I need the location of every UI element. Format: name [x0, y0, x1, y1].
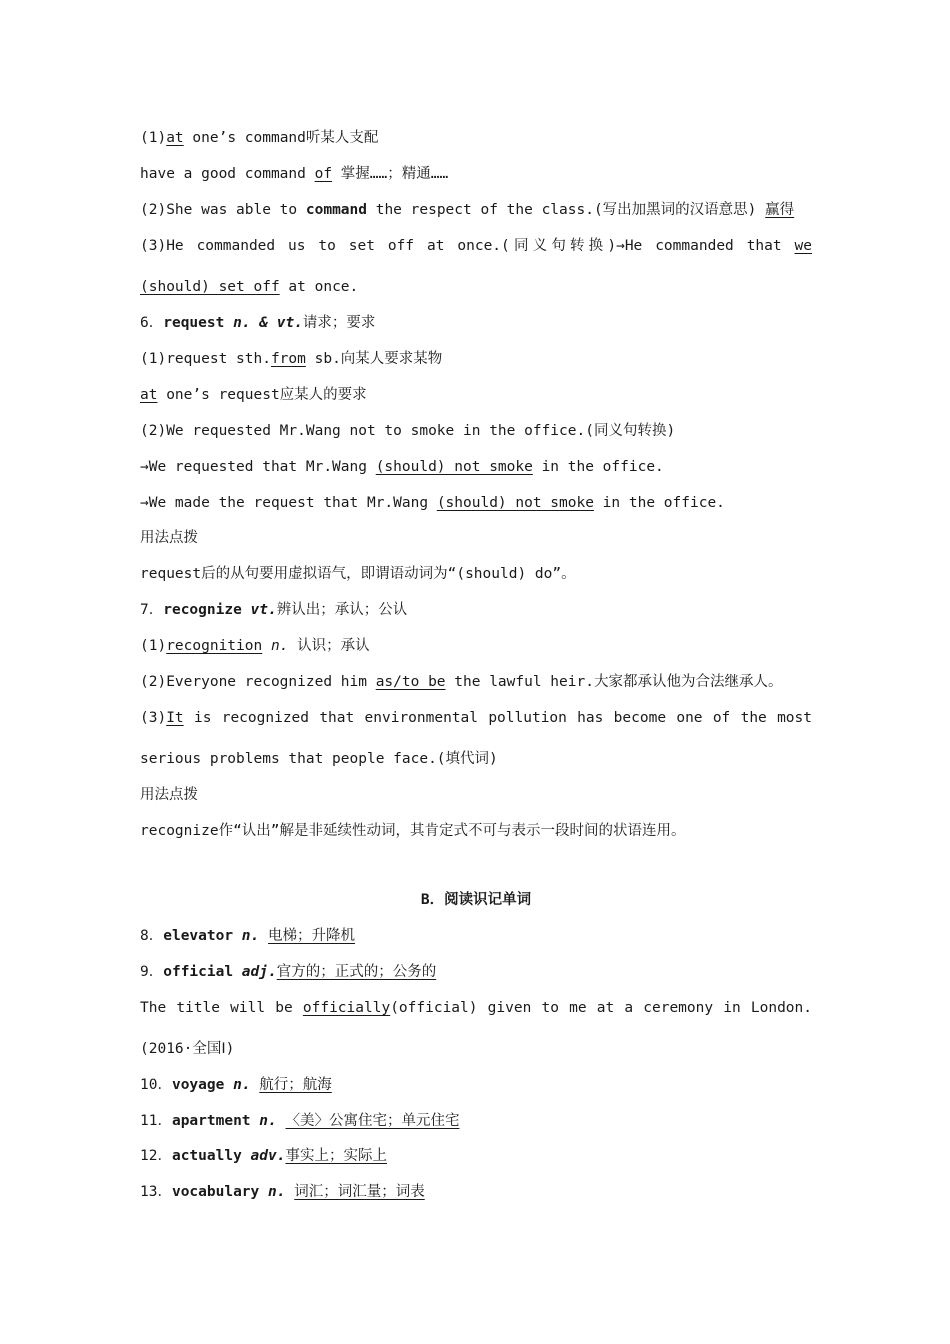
answer-blank: we — [794, 238, 812, 254]
part-of-speech: vt. — [241, 602, 277, 618]
usage-tip-heading: 用法点拨 — [140, 787, 198, 803]
answer-blank: 官方的；正式的；公务的 — [276, 964, 437, 980]
part-of-speech: n. — [250, 1113, 277, 1129]
command-exercise-3-cont: (should) set off at once. — [140, 279, 359, 295]
answer-blank: 赢得 — [765, 202, 795, 218]
recognize-derivative: (1)recognition n. 认识；承认 — [140, 638, 370, 654]
answer-blank: as/to be — [375, 674, 446, 690]
headword: voyage — [171, 1077, 225, 1093]
entry-actually: 12．actually adv.事实上；实际上 — [140, 1148, 387, 1164]
usage-tip-heading: 用法点拨 — [140, 530, 198, 546]
command-exercise-3: (3)He commanded us to set off at once.(同义句转换)→He commanded that we — [140, 238, 812, 254]
usage-tip-request: request后的从句要用虚拟语气，即谓语动词为“(should) do”。 — [140, 566, 576, 582]
command-exercise-2: (2)She was able to command the respect of the class.(写出加黑词的汉语意思) 赢得 — [140, 202, 795, 218]
headword: recognize — [163, 602, 242, 618]
entry-official: 9．official adj.官方的；正式的；公务的 — [140, 964, 437, 980]
request-rewrite-2: →We made the request that Mr.Wang (should) not smoke in the office. — [140, 495, 725, 511]
part-of-speech: n. & vt. — [224, 315, 303, 331]
request-phrase-2: at one’s request应某人的要求 — [140, 387, 367, 403]
answer-blank: (should) not smoke — [436, 495, 594, 511]
answer-blank: 航行；航海 — [259, 1077, 332, 1093]
entry-recognize: 7．recognize vt.辨认出；承认；公认 — [140, 602, 408, 618]
answer-blank: at — [140, 387, 158, 403]
command-phrase-1: (1)at one’s command听某人支配 — [140, 130, 379, 146]
usage-tip-recognize: recognize作“认出”解是非延续性动词，其肯定式不可与表示一段时间的状语连用。 — [140, 823, 686, 839]
bold-word: command — [305, 202, 367, 218]
entry-request: 6．request n. & vt.请求；要求 — [140, 315, 376, 331]
entry-elevator: 8．elevator n. 电梯；升降机 — [140, 928, 356, 944]
command-phrase-2: have a good command of 掌握……；精通…… — [140, 166, 449, 182]
section-heading: B．阅读识记单词 — [420, 892, 532, 908]
answer-blank: (should) not smoke — [375, 459, 533, 475]
recognize-exercise-3-cont: serious problems that people face.(填代词) — [140, 751, 498, 767]
part-of-speech: n. — [233, 928, 260, 944]
answer-blank: It — [166, 710, 184, 726]
request-rewrite-1: →We requested that Mr.Wang (should) not smoke in the office. — [140, 459, 664, 475]
answer-blank: 词汇；词汇量；词表 — [294, 1184, 425, 1200]
answer-blank: at — [166, 130, 184, 146]
official-exercise: The title will be officially(official) given to me at a ceremony in London. — [140, 1000, 812, 1016]
answer-blank: officially — [302, 1000, 391, 1016]
headword: apartment — [171, 1113, 251, 1129]
part-of-speech: n. — [259, 1184, 286, 1200]
answer-blank: 〈美〉公寓住宅；单元住宅 — [285, 1113, 460, 1129]
answer-blank: recognition — [166, 638, 263, 654]
part-of-speech: n. — [262, 638, 289, 654]
answer-blank: of — [314, 166, 333, 182]
headword: vocabulary — [171, 1184, 260, 1200]
request-exercise-2: (2)We requested Mr.Wang not to smoke in the office.(同义句转换) — [140, 423, 676, 439]
headword: actually — [171, 1148, 242, 1164]
part-of-speech: adv. — [241, 1148, 286, 1164]
answer-blank: (should) set off — [140, 279, 280, 295]
answer-blank: 事实上；实际上 — [285, 1148, 387, 1164]
entry-apartment: 11．apartment n. 〈美〉公寓住宅；单元住宅 — [140, 1113, 460, 1129]
part-of-speech: adj. — [233, 964, 277, 980]
official-source: (2016·全国Ⅰ) — [140, 1041, 235, 1057]
answer-blank: from — [270, 351, 306, 367]
recognize-exercise-3: (3)It is recognized that environmental pollution has become one of the most — [140, 710, 812, 726]
headword: official — [163, 964, 234, 980]
recognize-exercise-2: (2)Everyone recognized him as/to be the lawful heir.大家都承认他为合法继承人。 — [140, 674, 783, 690]
part-of-speech: n. — [224, 1077, 251, 1093]
answer-blank: 电梯；升降机 — [268, 928, 356, 944]
headword: elevator — [163, 928, 234, 944]
request-phrase-1: (1)request sth.from sb.向某人要求某物 — [140, 351, 443, 367]
headword: request — [163, 315, 225, 331]
entry-voyage: 10．voyage n. 航行；航海 — [140, 1077, 332, 1093]
entry-vocabulary: 13．vocabulary n. 词汇；词汇量；词表 — [140, 1184, 425, 1200]
